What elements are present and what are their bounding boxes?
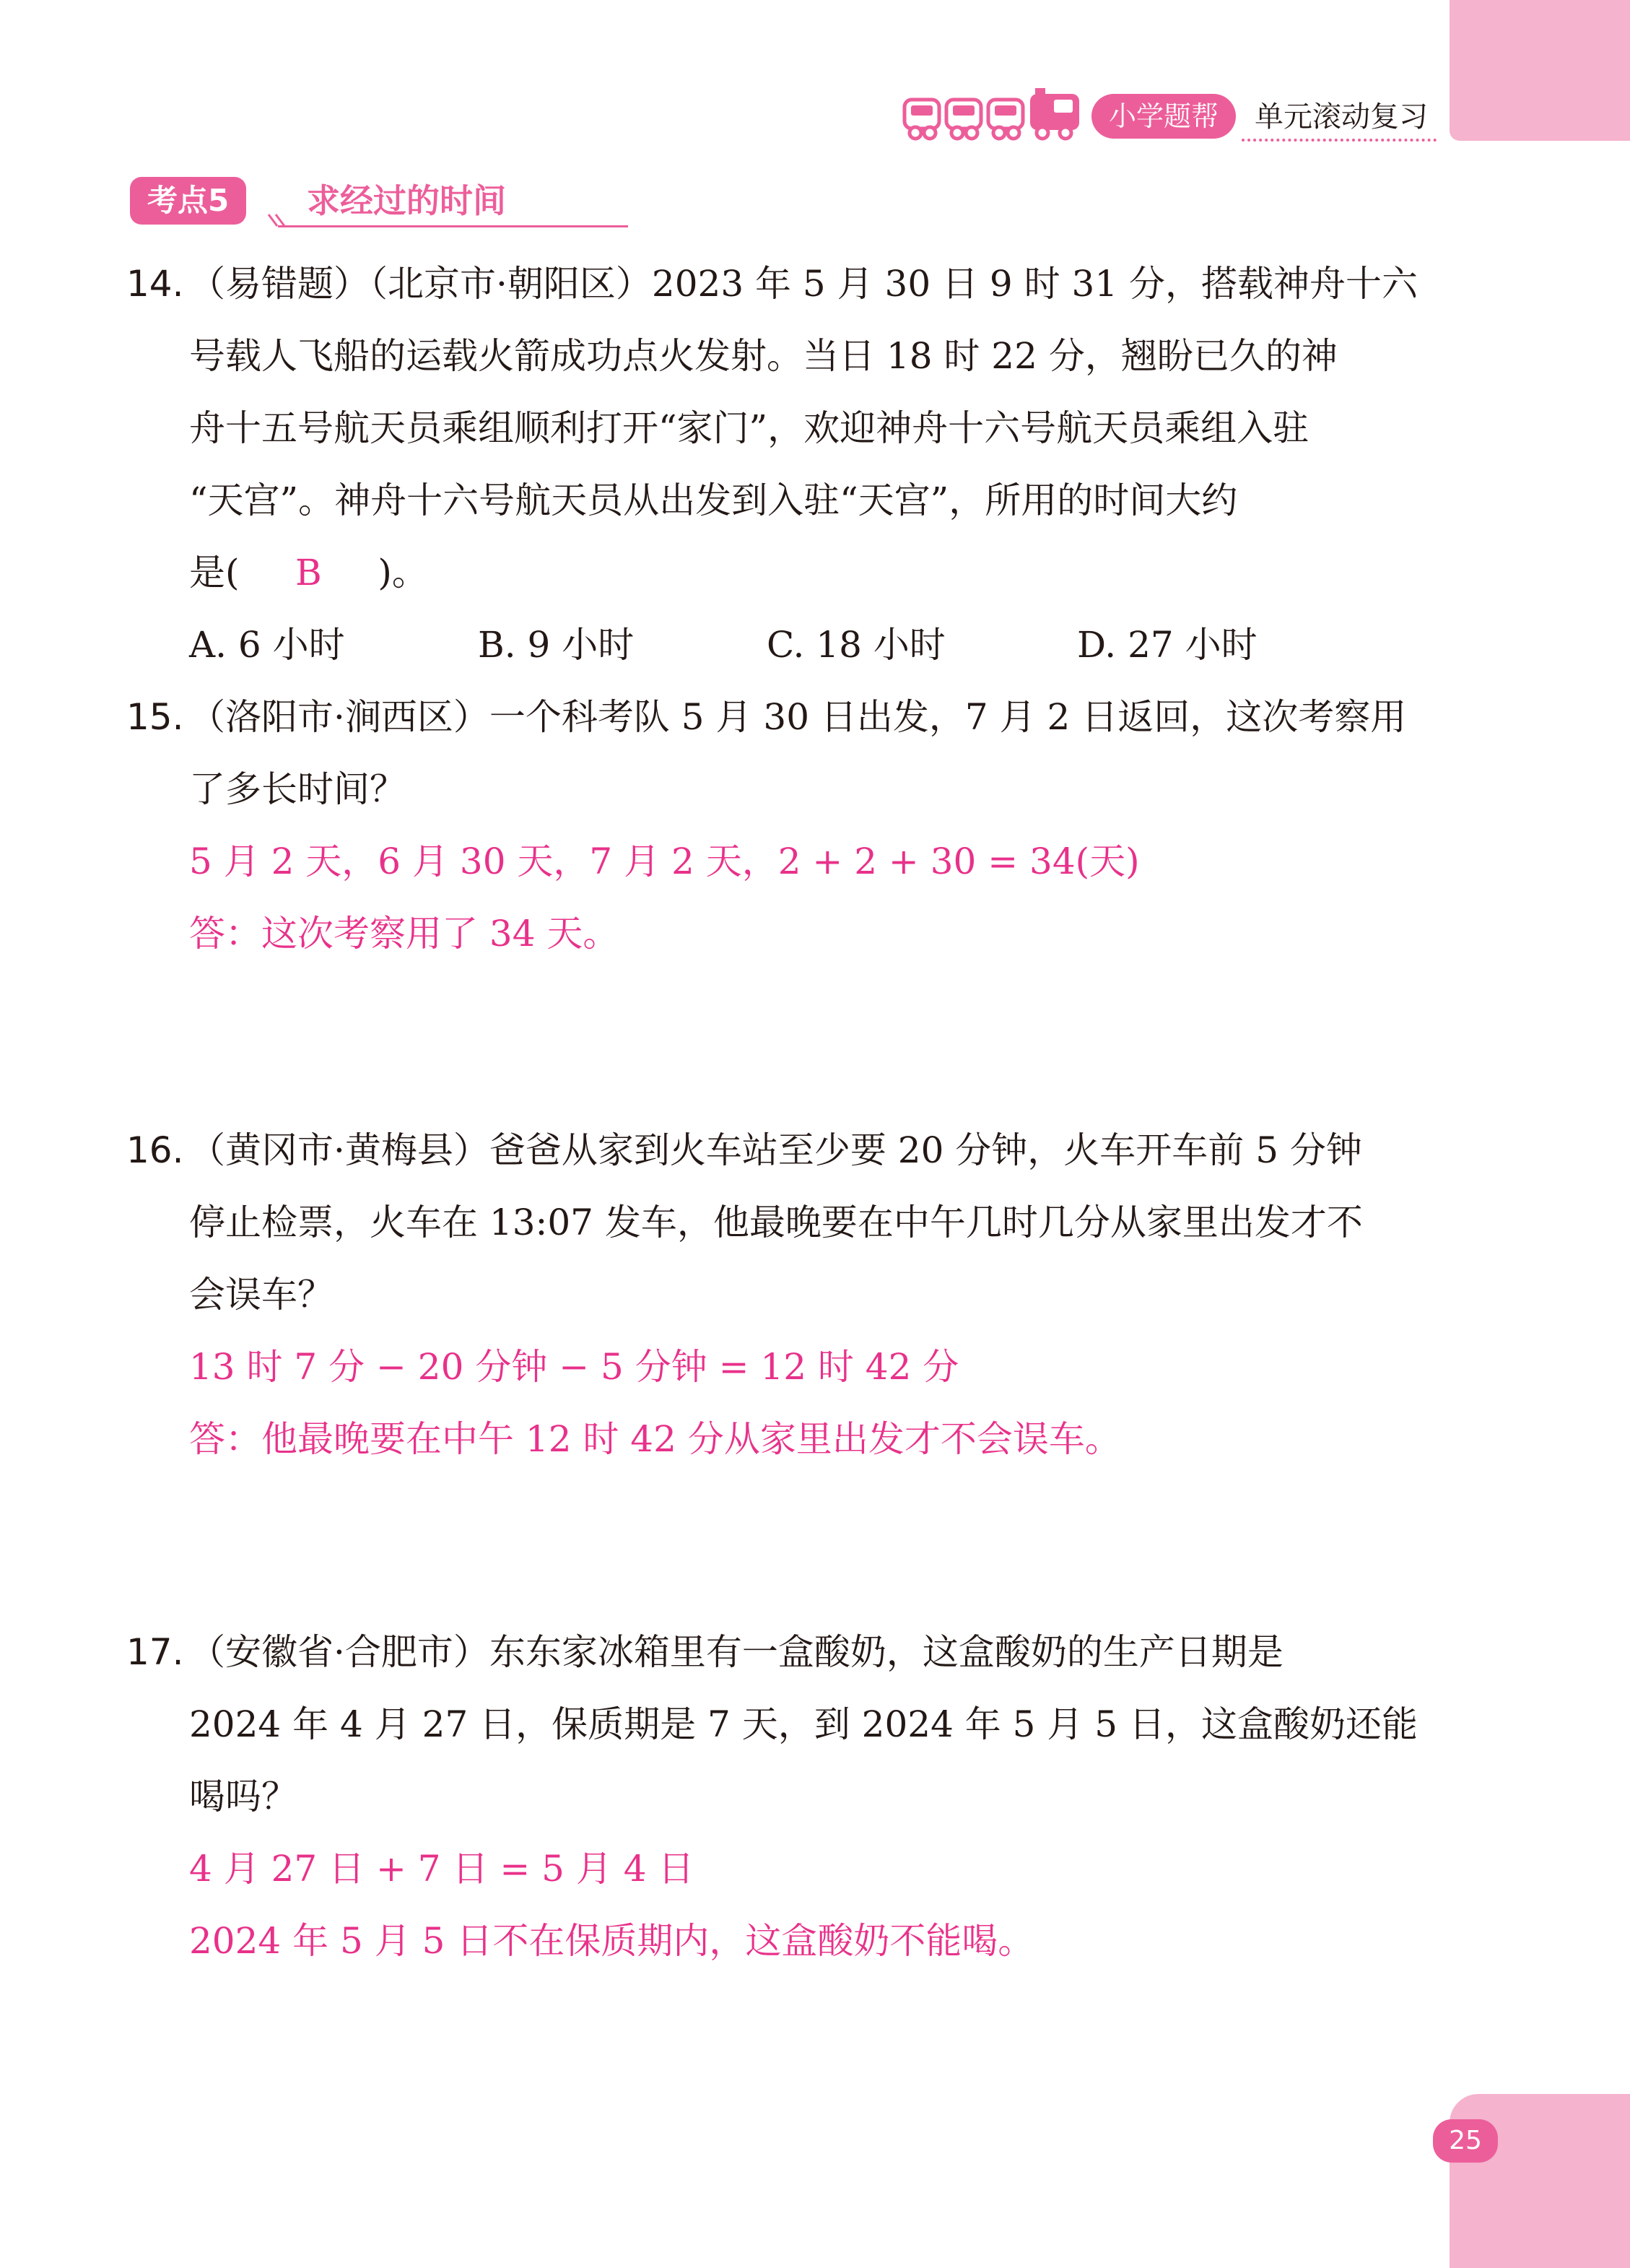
option-c: C. 18 小时: [767, 624, 946, 666]
question-text-line: 号载人飞船的运载火箭成功点火发射。当日 18 时 22 分，翘盼已久的神: [189, 335, 1338, 377]
train-icon: [901, 87, 1085, 144]
answer-line: 13 时 7 分 − 20 分钟 − 5 分钟 = 12 时 42 分: [189, 1346, 959, 1388]
question-text-line: （安徽省·合肥市）东东家冰箱里有一盒酸奶，这盒酸奶的生产日期是: [189, 1631, 1283, 1673]
section-underline: [278, 225, 628, 227]
question-text-line: “天宫”。神舟十六号航天员从出发到入驻“天宫”，所用的时间大约: [189, 479, 1238, 521]
question-text-line: 喝吗？: [189, 1776, 297, 1817]
question-text-line: 舟十五号航天员乘组顺利打开“家门”，欢迎神舟十六号航天员乘组入驻: [189, 407, 1309, 449]
series-divider: [1242, 139, 1437, 142]
option-d: D. 27 小时: [1077, 624, 1258, 666]
question-text-line: 会误车？: [189, 1274, 334, 1316]
answer-line: 2024 年 5 月 5 日不在保质期内，这盒酸奶不能喝。: [189, 1920, 1034, 1962]
question-number: 17.: [126, 1631, 184, 1673]
question-text-line: （易错题）（北京市·朝阳区）2023 年 5 月 30 日 9 时 31 分，搭载神舟十六: [189, 263, 1418, 305]
answer-line: 5 月 2 天，6 月 30 天，7 月 2 天，2 + 2 + 30 = 34(天): [189, 840, 1140, 882]
option-a: A. 6 小时: [189, 624, 345, 666]
question-number: 14.: [126, 263, 184, 305]
page-number: 25: [1433, 2119, 1498, 2163]
question-number: 15.: [126, 696, 184, 738]
question-number: 16.: [126, 1129, 184, 1171]
question-text-line: 了多长时间？: [189, 768, 406, 810]
question-text-line: 停止检票，火车在 13:07 发车，他最晚要在中午几时几分从家里出发才不: [189, 1202, 1363, 1243]
answer-bracket-close: )。: [378, 552, 428, 594]
answer-line: 4 月 27 日 + 7 日 = 5 月 4 日: [189, 1848, 694, 1890]
answer-bracket-open: 是(: [189, 552, 240, 594]
section-badge: 考点5: [130, 177, 246, 225]
question-text-line: [189, 547, 428, 598]
answer-line: 答：他最晚要在中午 12 时 42 分从家里出发才不会误车。: [189, 1418, 1121, 1460]
brand-label: 小学题帮: [1091, 94, 1236, 139]
question-text-line: （黄冈市·黄梅县）爸爸从家到火车站至少要 20 分钟，火车开车前 5 分钟: [189, 1129, 1362, 1171]
section-title: 求经过的时间: [307, 181, 506, 220]
option-b: B. 9 小时: [478, 624, 635, 666]
filled-answer: B: [295, 552, 322, 594]
top-edge-tab: [1450, 0, 1630, 141]
question-text-line: 2024 年 4 月 27 日，保质期是 7 天，到 2024 年 5 月 5 日，这盒酸奶还能: [189, 1703, 1418, 1745]
series-title: 单元滚动复习: [1255, 100, 1428, 134]
question-text-line: （洛阳市·涧西区）一个科考队 5 月 30 日出发，7 月 2 日返回，这次考察用: [189, 696, 1407, 738]
answer-line: 答：这次考察用了 34 天。: [189, 913, 619, 955]
